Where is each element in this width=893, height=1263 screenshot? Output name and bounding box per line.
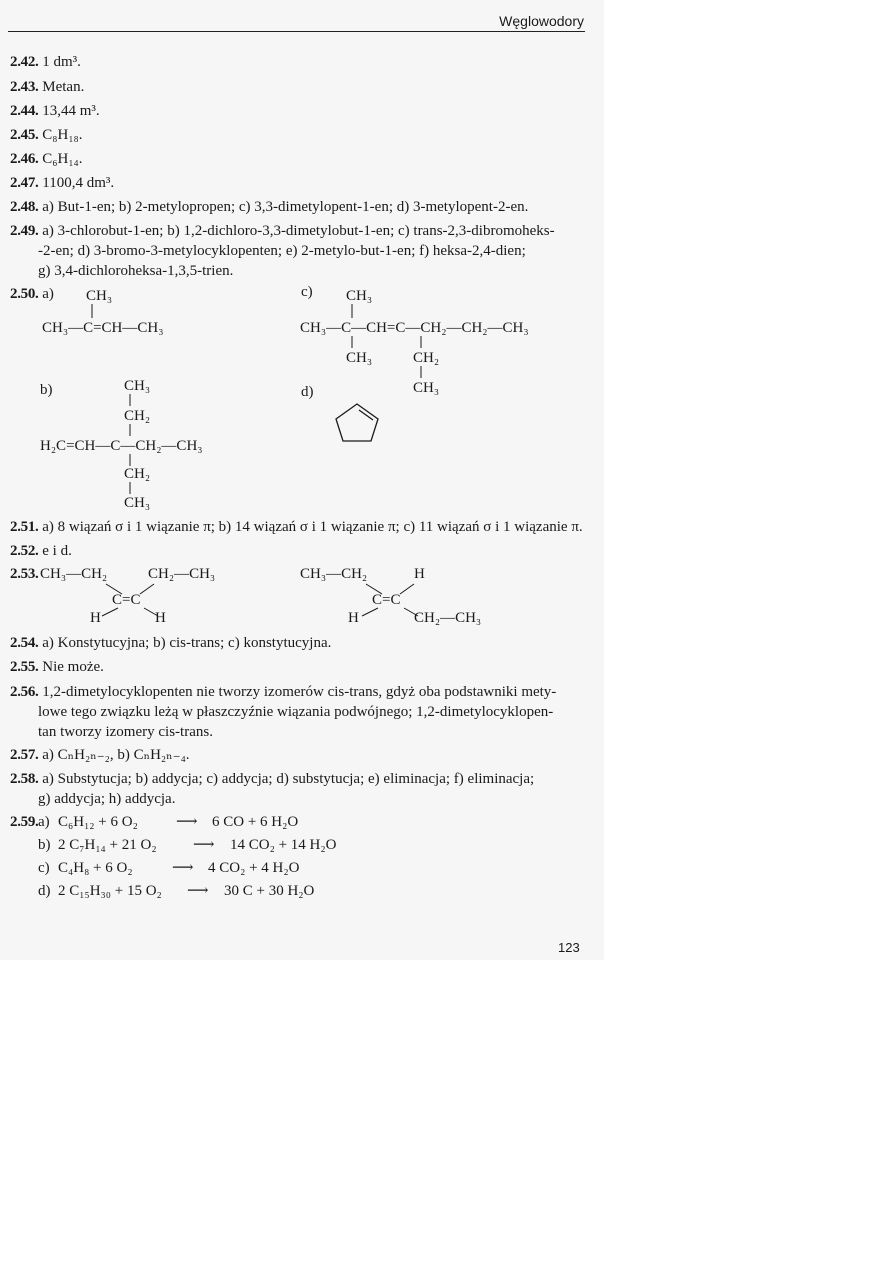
trans-double-bond: C=C: [372, 592, 401, 608]
formula-b-down1: CH₂: [124, 466, 151, 482]
eq-b-lhs: 2 C₇H₁₄ + 21 O₂: [58, 837, 157, 853]
page-number: 123: [558, 940, 580, 955]
cyclopentene-ring: [336, 404, 378, 441]
answer-2-57: 2.57. a) CₙH₂ₙ₋₂, b) CₙH₂ₙ₋₄.: [10, 747, 190, 763]
eq-c-label: c): [38, 860, 50, 876]
answer-2-58-line2: g) addycja; h) addycja.: [38, 791, 176, 807]
answer-2-52: 2.52. e i d.: [10, 543, 72, 559]
eq-a-lhs: C₆H₁₂ + 6 O₂: [58, 814, 138, 830]
trans-top-left: CH₃—CH₂: [300, 566, 368, 582]
structural-formulas-2-50: [0, 280, 604, 515]
eq-b-rhs: 14 CO₂ + 14 H₂O: [230, 837, 337, 853]
formula-a-main: CH₃—C=CH—CH₃: [42, 320, 164, 336]
formula-b-chain1: CH₃: [124, 378, 151, 394]
answer-2-50-number: 2.50. a): [10, 286, 54, 302]
eq-c-lhs: C₄H₈ + 6 O₂: [58, 860, 133, 876]
answer-2-49-line3: g) 3,4-dichloroheksa-1,3,5-trien.: [38, 263, 234, 279]
formula-c-down1: CH₃: [346, 350, 373, 366]
answer-2-48: 2.48. a) But-1-en; b) 2-metylopropen; c) 3,3-dimetylopent-1-en; d) 3-metylopent-2-en.: [10, 199, 529, 215]
answer-2-56: 2.56. 1,2-dimetylocyklopenten nie tworzy izomerów cis-trans, gdyż oba podstawniki mety-: [10, 684, 557, 700]
eq-d-lhs: 2 C₁₅H₃₀ + 15 O₂: [58, 883, 162, 899]
trans-bottom-right: CH₂—CH₃: [414, 610, 482, 626]
answer-2-51: 2.51. a) 8 wiązań σ i 1 wiązanie π; b) 14 wiązań σ i 1 wiązanie π; c) 11 wiązań σ i 1 wiązanie π.: [10, 519, 583, 535]
answer-2-42: 2.42. 1 dm³.: [10, 54, 81, 70]
answer-2-56-line3: tan tworzy izomery cis-trans.: [38, 724, 213, 740]
formula-d-label: d): [301, 384, 314, 400]
answer-2-46: 2.46. C₆H₁₄.: [10, 151, 83, 167]
cis-double-bond: C=C: [112, 592, 141, 608]
answer-2-49-line2: -2-en; d) 3-bromo-3-metylocyklopenten; e) 2-metylo-but-1-en; f) heksa-2,4-dien;: [38, 243, 526, 259]
answer-2-53-number: 2.53.: [10, 566, 39, 582]
answer-2-45: 2.45. C₈H₁₈.: [10, 127, 83, 143]
formula-b-main: H₂C=CH—C—CH₂—CH₃: [40, 438, 203, 454]
answer-2-56-line2: lowe tego związku leżą w płaszczyźnie wiązania podwójnego; 1,2-dimetylocyklopen-: [38, 704, 554, 720]
equations-2-59: [0, 808, 604, 903]
eq-a-label: a): [38, 814, 50, 830]
answer-2-43: 2.43. Metan.: [10, 79, 85, 95]
eq-c-rhs: 4 CO₂ + 4 H₂O: [208, 860, 300, 876]
cis-top-right: CH₂—CH₃: [148, 566, 216, 582]
trans-top-right: H: [414, 566, 425, 582]
formula-b-label: b): [40, 382, 53, 398]
formula-c-main: CH₃—C—CH=C—CH₂—CH₂—CH₃: [300, 320, 529, 336]
isomer-structures-2-53: [0, 560, 604, 630]
eq-d-arrow: ⟶: [187, 883, 209, 899]
formula-c-down2b: CH₃: [413, 380, 440, 396]
eq-c-arrow: ⟶: [172, 860, 194, 876]
formula-c-label: c): [301, 284, 313, 300]
answer-2-58: 2.58. a) Substytucja; b) addycja; c) addycja; d) substytucja; e) eliminacja; f) eliminacja;: [10, 771, 535, 787]
eq-a-rhs: 6 CO + 6 H₂O: [212, 814, 299, 830]
formula-c-top: CH₃: [346, 288, 373, 304]
answer-2-55: 2.55. Nie może.: [10, 659, 104, 675]
eq-d-rhs: 30 C + 30 H₂O: [224, 883, 315, 899]
running-header: Węglowodory: [499, 13, 584, 29]
cis-bottom-right: H: [155, 610, 166, 626]
header-rule: [8, 31, 585, 32]
formula-a-top: CH₃: [86, 288, 113, 304]
answer-2-59-number: 2.59.: [10, 814, 39, 830]
cis-top-left: CH₃—CH₂: [40, 566, 108, 582]
trans-bottom-left: H: [348, 610, 359, 626]
cis-bottom-left: H: [90, 610, 101, 626]
eq-a-arrow: ⟶: [176, 814, 198, 830]
formula-b-chain2: CH₂: [124, 408, 151, 424]
eq-b-arrow: ⟶: [193, 837, 215, 853]
eq-b-label: b): [38, 837, 51, 853]
eq-d-label: d): [38, 883, 51, 899]
answer-2-44: 2.44. 13,44 m³.: [10, 103, 100, 119]
answer-2-47: 2.47. 1100,4 dm³.: [10, 175, 115, 191]
answer-2-49: 2.49. a) 3-chlorobut-1-en; b) 1,2-dichloro-3,3-dimetylobut-1-en; c) trans-2,3-dibromoheks-: [10, 223, 555, 239]
answer-2-54: 2.54. a) Konstytucyjna; b) cis-trans; c) konstytucyjna.: [10, 635, 332, 651]
formula-c-down2a: CH₂: [413, 350, 440, 366]
formula-b-down2: CH₃: [124, 495, 151, 511]
